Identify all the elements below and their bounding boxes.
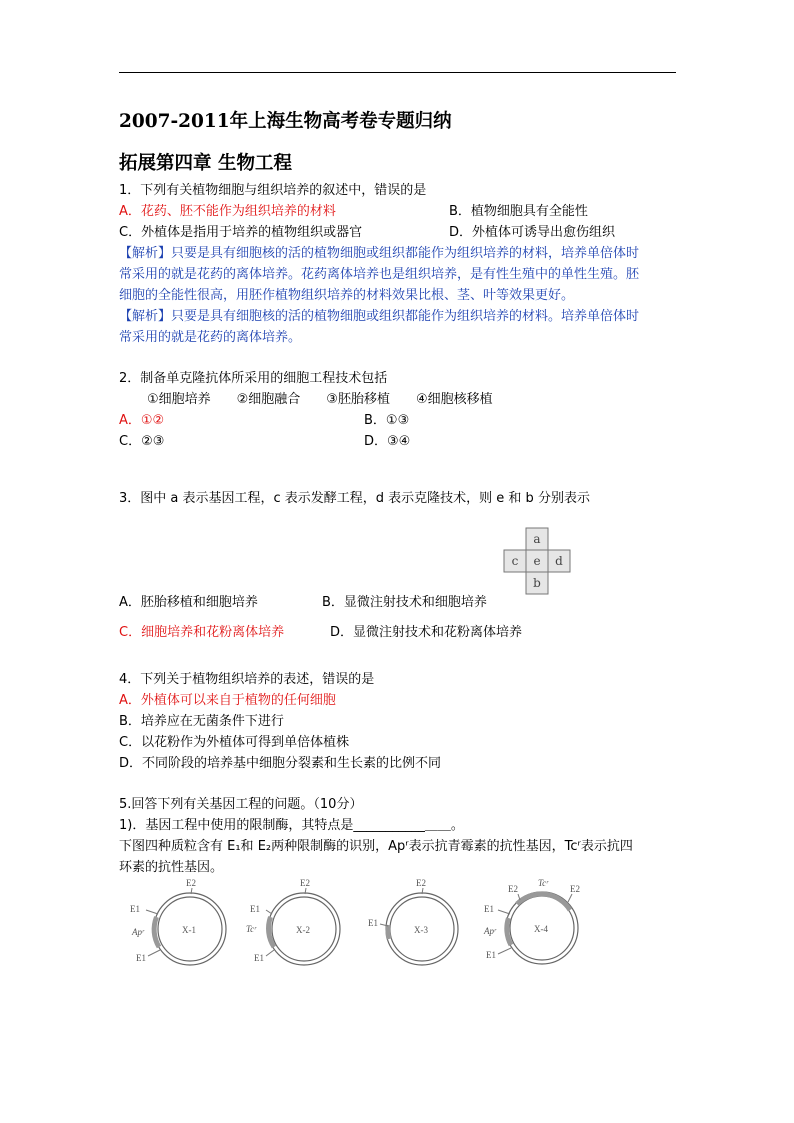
q5-description-line-1: 下图四种质粒含有 E₁和 E₂两种限制酶的识别，Apʳ表示抗青霉素的抗性基因，Tcʳ表示抗四 bbox=[119, 839, 633, 854]
header-rule bbox=[119, 72, 676, 73]
q4-stem: 4．下列关于植物组织培养的表述，错误的是 bbox=[119, 672, 375, 687]
plasmid-x1-e1-bottom-label: E1 bbox=[136, 953, 146, 963]
plasmid-x4-e2-right-label: E2 bbox=[570, 884, 580, 894]
q1-stem: 1．下列有关植物细胞与组织培养的叙述中，错误的是 bbox=[119, 183, 427, 198]
plasmid-x4-apr-label: Apʳ bbox=[484, 926, 496, 936]
plasmid-x1-e2-label: E2 bbox=[186, 878, 196, 888]
plasmid-x2-name: X-2 bbox=[296, 925, 310, 935]
q3-option-d: D．显微注射技术和花粉离体培养 bbox=[330, 625, 523, 640]
plasmid-x4-tcr-segment bbox=[517, 894, 570, 910]
q4-option-d: D．不同阶段的培养基中细胞分裂素和生长素的比例不同 bbox=[119, 756, 442, 771]
plasmid-x1-name: X-1 bbox=[182, 925, 196, 935]
plasmid-x4-e2-left-label: E2 bbox=[508, 884, 518, 894]
plasmid-x1-figure bbox=[128, 876, 238, 966]
q2-items: ①细胞培养 ②细胞融合 ③胚胎移植 ④细胞核移植 bbox=[147, 392, 493, 407]
plasmid-x2-e1-bottom-label: E1 bbox=[254, 953, 264, 963]
q5-subquestion-1: 1)．基因工程中使用的限制酶，其特点是___________＿＿。 bbox=[119, 818, 464, 833]
plasmid-x1-apr-label: Apʳ bbox=[132, 927, 144, 937]
q3-option-c: C．细胞培养和花粉离体培养 bbox=[119, 625, 285, 640]
q1-analysis-2-line-2: 常采用的就是花药的离体培养。 bbox=[119, 330, 302, 345]
plasmid-x2-figure bbox=[244, 876, 354, 966]
q1-analysis-1-line-1: 【解析】只要是具有细胞核的活的植物细胞或组织都能作为组织培养的材料，培养单倍体时 bbox=[119, 246, 640, 261]
q4-option-c: C．以花粉作为外植体可得到单倍体植株 bbox=[119, 735, 350, 750]
q1-option-a: A．花药、胚不能作为组织培养的材料 bbox=[119, 204, 336, 219]
plasmid-x2-e1-top-label: E1 bbox=[250, 904, 260, 914]
plasmid-x3-figure bbox=[366, 876, 466, 966]
grid-label-d: d bbox=[555, 554, 563, 568]
q3-option-b: B．显微注射技术和细胞培养 bbox=[322, 595, 487, 610]
q2-option-c: C．②③ bbox=[119, 434, 165, 449]
q2-option-a: A．①② bbox=[119, 413, 165, 428]
grid-label-e: e bbox=[533, 554, 541, 568]
q2-option-d: D．③④ bbox=[364, 434, 411, 449]
q1-option-d: D．外植体可诱导出愈伤组织 bbox=[449, 225, 616, 240]
grid-label-a: a bbox=[533, 532, 541, 546]
q1-analysis-1-line-3: 细胞的全能性很高，用胚作植物组织培养的材料效果比根、茎、叶等效果更好。 bbox=[119, 288, 575, 303]
q1-option-b: B．植物细胞具有全能性 bbox=[449, 204, 588, 219]
plasmid-x2-e2-label: E2 bbox=[300, 878, 310, 888]
document-title: 2007-2011年上海生物高考卷专题归纳 bbox=[119, 111, 452, 132]
q3-stem: 3．图中 a 表示基因工程，c 表示发酵工程，d 表示克隆技术，则 e 和 b 分别表示 bbox=[119, 491, 590, 506]
plasmid-x3-e2-label: E2 bbox=[416, 878, 426, 888]
plasmid-x1-e1-top-label: E1 bbox=[130, 904, 140, 914]
plasmid-x4-tcr-label: Tcʳ bbox=[538, 878, 549, 888]
q4-option-b: B．培养应在无菌条件下进行 bbox=[119, 714, 284, 729]
q3-cross-grid-figure bbox=[502, 526, 574, 598]
plasmid-x4-e1-top-label: E1 bbox=[484, 904, 494, 914]
q5-description-line-2: 环素的抗性基因。 bbox=[119, 860, 224, 875]
q1-option-c: C．外植体是指用于培养的植物组织或器官 bbox=[119, 225, 363, 240]
plasmid-x4-name: X-4 bbox=[534, 924, 548, 934]
q3-option-a: A．胚胎移植和细胞培养 bbox=[119, 595, 258, 610]
q5-stem: 5.回答下列有关基因工程的问题。（10分） bbox=[119, 797, 363, 812]
plasmid-x4-figure bbox=[482, 872, 592, 966]
plasmid-x2-tcr-label: Tcʳ bbox=[246, 924, 257, 934]
chapter-title: 拓展第四章 生物工程 bbox=[119, 153, 292, 174]
q1-analysis-2-line-1: 【解析】只要是具有细胞核的活的植物细胞或组织都能作为组织培养的材料。培养单倍体时 bbox=[119, 309, 640, 324]
grid-label-c: c bbox=[511, 554, 519, 568]
q1-analysis-1-line-2: 常采用的就是花药的离体培养。花药离体培养也是组织培养，是有性生殖中的单性生殖。胚 bbox=[119, 267, 640, 282]
plasmid-x3-e1-label: E1 bbox=[368, 918, 378, 928]
plasmid-x4-e1-bottom-label: E1 bbox=[486, 950, 496, 960]
plasmid-x3-name: X-3 bbox=[414, 925, 428, 935]
q2-option-b: B．①③ bbox=[364, 413, 410, 428]
plasmid-x3-marker-segment bbox=[388, 925, 389, 939]
q2-stem: 2．制备单克隆抗体所采用的细胞工程技术包括 bbox=[119, 371, 388, 386]
q4-option-a: A．外植体可以来自于植物的任何细胞 bbox=[119, 693, 336, 708]
grid-label-b: b bbox=[533, 576, 541, 590]
